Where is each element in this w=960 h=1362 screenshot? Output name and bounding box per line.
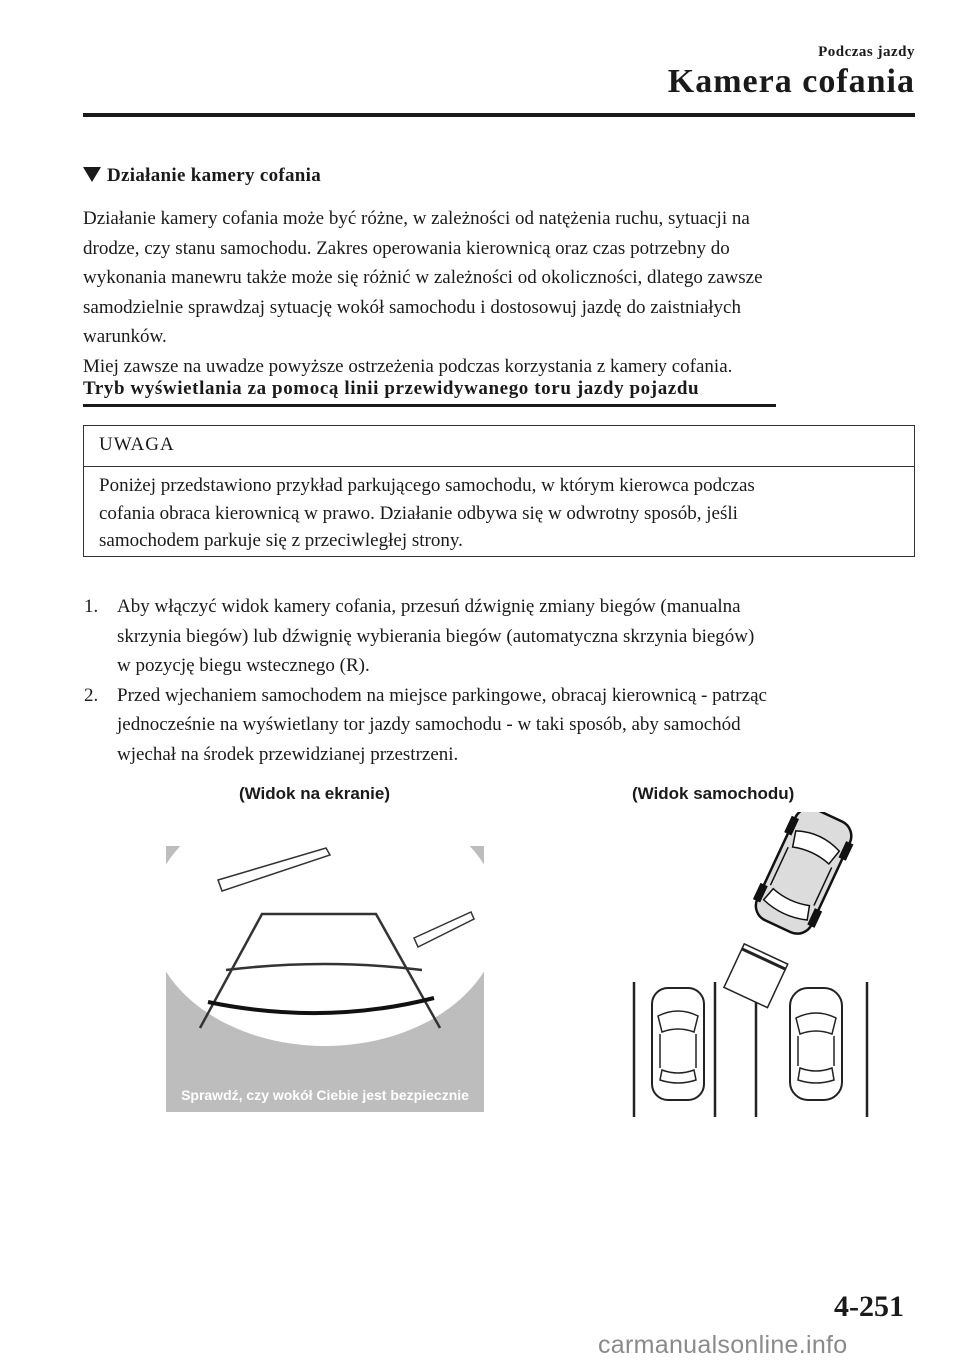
note-line: samochodem parkuje się z przeciwległej strony.: [99, 530, 463, 551]
subheading-underline: [83, 404, 776, 407]
note-line: cofania obraca kierownicą w prawo. Działanie odbywa się w odwrotny sposób, jeśli: [99, 502, 738, 524]
section-heading-text: Działanie kamery cofania: [107, 165, 322, 186]
camera-screen-illustration: [166, 846, 484, 1112]
header-rule: [83, 113, 915, 117]
note-line: Poniżej przedstawiono przykład parkującego samochodu, w którym kierowca podczas: [99, 475, 755, 496]
subheading: Tryb wyświetlania za pomocą linii przewidywanego toru jazdy pojazdu: [83, 378, 700, 399]
step-line: w pozycję biegu wstecznego (R).: [117, 655, 370, 676]
paragraph-line: Działanie kamery cofania może być różne, w zależności od natężenia ruchu, sytuacji na: [83, 208, 750, 229]
predicted-path-area: [724, 944, 788, 1008]
section-heading: [83, 165, 321, 187]
car-view-caption: (Widok samochodu): [632, 784, 795, 803]
paragraph-line: drodze, czy stanu samochodu. Zakres operowania kierownicą oraz czas potrzebny do: [83, 237, 730, 259]
step-number: 2.: [84, 684, 99, 706]
step-line: Aby włączyć widok kamery cofania, przesuń dźwignię zmiany biegów (manualna: [117, 596, 741, 617]
step-number: 1.: [84, 596, 99, 617]
step-item: [83, 592, 915, 681]
step-line: jednocześnie na wyświetlany tor jazdy samochodu - w taki sposób, aby samochód: [117, 714, 741, 735]
screen-view-area: [166, 846, 484, 1046]
page-number: 4-251: [834, 1290, 904, 1323]
section-label: Podczas jazdy: [818, 44, 915, 60]
watermark: carmanualsonline.info: [598, 1331, 848, 1359]
note-divider: [84, 466, 914, 467]
car-parking-illustration: [628, 812, 880, 1124]
steps-list: [83, 592, 915, 769]
parked-car-right: [790, 988, 842, 1100]
step-line: skrzynia biegów) lub dźwignię wybierania biegów (automatyczna skrzynia biegów): [117, 625, 755, 647]
intro-paragraph: [83, 204, 915, 381]
parked-car-left: [652, 988, 704, 1100]
triangle-bullet-icon: [83, 167, 101, 182]
reversing-car: [747, 812, 860, 941]
step-line: Przed wjechaniem samochodem na miejsce parkingowe, obracaj kierownicą - patrząc: [117, 684, 767, 706]
note-body: [99, 472, 899, 555]
note-title: UWAGA: [99, 434, 175, 455]
note-box: [83, 425, 915, 557]
screen-warning-text: Sprawdź, czy wokół Ciebie jest bezpiecznie: [181, 1087, 469, 1103]
paragraph-line: warunków.: [83, 326, 167, 347]
paragraph-line: samodzielnie sprawdzaj sytuację wokół samochodu i dostosowuj jazdę do zaistniałych: [83, 296, 741, 318]
paragraph-line: wykonania manewru także może się różnić w zależności od okoliczności, dlatego zawsze: [83, 267, 763, 288]
step-item: [83, 681, 915, 770]
page-title: Kamera cofania: [667, 63, 915, 100]
paragraph-line: Miej zawsze na uwadze powyższe ostrzeżenia podczas korzystania z kamery cofania.: [83, 355, 733, 377]
step-line: wjechał na środek przewidzianej przestrzeni.: [117, 743, 459, 765]
screen-view-caption: (Widok na ekranie): [239, 784, 390, 803]
